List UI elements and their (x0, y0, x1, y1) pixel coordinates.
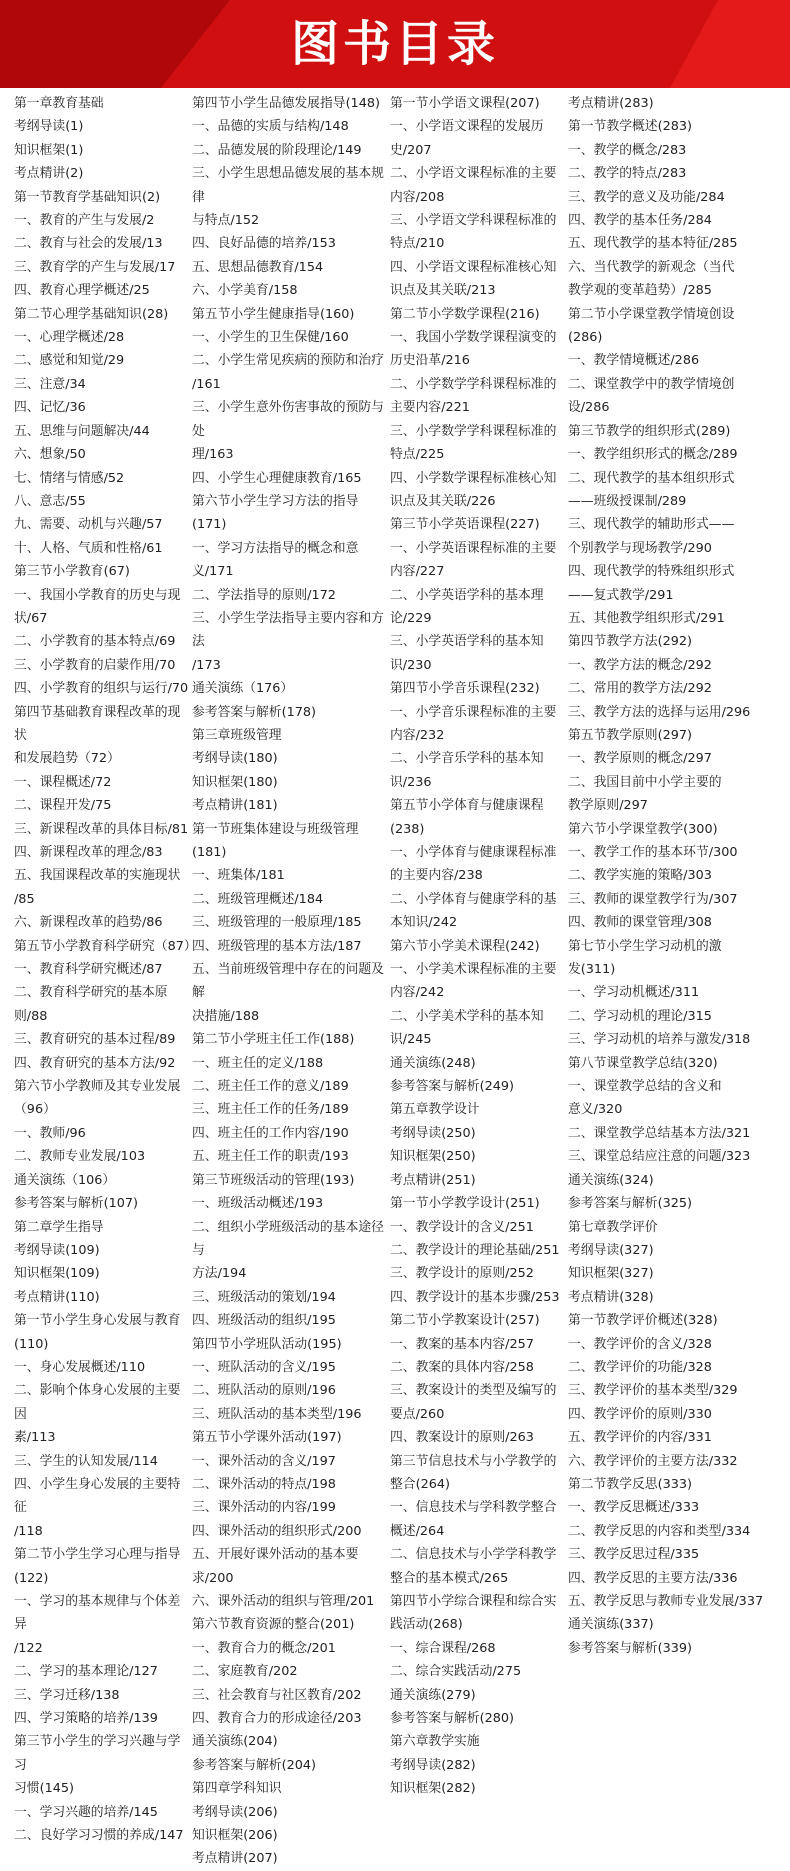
toc-line: 四、教育心理学概述/25 (14, 283, 150, 299)
toc-line: 五、当前班级管理中存在的问题及解 (192, 962, 384, 1001)
toc-line: 二、小学音乐学科的基本知识/236 (390, 751, 544, 790)
toc-line: 一、综合课程/268 (390, 1640, 496, 1656)
toc-line: 二、学习的基本理论/127 (14, 1664, 158, 1680)
toc-line: 知识框架(327) (568, 1266, 654, 1282)
toc-line: 四、班级管理的基本方法/187 (192, 938, 362, 954)
toc-line: 第四节小学班队活动(195) (192, 1336, 342, 1352)
toc-line: 第五章教学设计 (390, 1102, 480, 1118)
toc-line: 特点/225 (390, 447, 445, 463)
toc-line: 知识框架(206) (192, 1828, 278, 1844)
toc-line: 一、学习方法指导的概念和意义/171 (192, 540, 359, 580)
toc-line: 二、小学生常见疾病的预防和治疗 (192, 353, 384, 369)
toc-line: 参考答案与解析(249) (390, 1079, 514, 1095)
toc-line: 四、记忆/36 (14, 400, 86, 416)
toc-line: 内容/227 (390, 564, 445, 580)
toc-line: 三、教学的意义及功能/284 (568, 189, 725, 205)
toc-line: 和发展趋势（72） (14, 751, 120, 767)
toc-line: 二、小学语文课程标准的主要 (390, 166, 557, 182)
toc-line: 素/113 (14, 1430, 56, 1446)
toc-line: 三、课外活动的内容/199 (192, 1500, 336, 1516)
toc-line: 二、良好学习习惯的养成/147 (14, 1828, 184, 1844)
toc-line: 一、身心发展概述/110 (14, 1359, 146, 1375)
toc-line: 意义/320 (568, 1102, 623, 1118)
toc-line: 四、课外活动的组织形式/200 (192, 1523, 362, 1539)
toc-line: 四、小学教育的组织与运行/70 (14, 681, 189, 697)
toc-line: 四、教育研究的基本方法/92 (14, 1055, 176, 1071)
toc-line: 第五节小学教育科学研究（87） (14, 938, 197, 954)
toc-line: 第六节小学教师及其专业发展 (14, 1079, 181, 1095)
toc-line: 三、小学生学法指导主要内容和方法 (192, 610, 384, 650)
toc-line: 参考答案与解析(178) (192, 704, 316, 720)
toc-line: 一、课外活动的含义/197 (192, 1453, 336, 1469)
toc-line: 三、学习动机的培养与激发/318 (568, 1032, 751, 1048)
toc-line: 三、教师的课堂教学行为/307 (568, 891, 738, 907)
toc-line: 三、小学数学学科课程标准的 (390, 423, 557, 439)
toc-line: 二、教师专业发展/103 (14, 1149, 146, 1165)
toc-line: 一、小学语文课程的发展历史/207 (390, 119, 544, 158)
toc-line: 教学观的变革趋势）/285 (568, 283, 712, 299)
toc-line: 内容/232 (390, 727, 445, 743)
toc-columns (14, 92, 784, 1867)
toc-line: 二、班主任工作的意义/189 (192, 1079, 349, 1095)
toc-line: 四、教案设计的原则/263 (390, 1430, 534, 1446)
toc-line: 发(311) (568, 962, 616, 978)
toc-line: 第二节小学数学课程(216) (390, 306, 540, 322)
toc-line: 第一节班集体建设与班级管理(181) (192, 821, 359, 860)
toc-column-2 (192, 92, 390, 1871)
toc-line: 四、小学生心理健康教育/165 (192, 470, 362, 486)
toc-line: 践活动(268) (390, 1617, 463, 1633)
toc-line: 第二节小学课堂教学情境创设 (568, 306, 735, 322)
toc-line: 二、班级管理概述/184 (192, 891, 324, 907)
toc-line: 一、我国小学教育的历史与现 (14, 587, 181, 603)
toc-line: 五、思想品德教育/154 (192, 259, 324, 275)
toc-line: 考点精讲(110) (14, 1289, 100, 1305)
toc-line: 二、信息技术与小学学科教学 (390, 1547, 557, 1563)
toc-line: 四、教学反思的主要方法/336 (568, 1570, 738, 1586)
toc-line: 一、教学组织形式的概念/289 (568, 447, 738, 463)
toc-line: 三、班主任工作的任务/189 (192, 1102, 349, 1118)
toc-line: 通关演练(204) (192, 1734, 278, 1750)
toc-line: 八、意志/55 (14, 493, 86, 509)
toc-line: 五、开展好课外活动的基本要求/200 (192, 1547, 359, 1586)
toc-line: 第五节教学原则(297) (568, 727, 692, 743)
toc-line: 一、班级活动概述/193 (192, 1196, 324, 1212)
toc-line: 六、新课程改革的趋势/86 (14, 915, 163, 931)
toc-line: 二、小学数学学科课程标准的 (390, 376, 557, 392)
toc-line: 三、现代教学的辅助形式—— (568, 517, 735, 533)
toc-line: 一、教学设计的含义/251 (390, 1219, 534, 1235)
toc-line: 整合的基本模式/265 (390, 1570, 509, 1586)
toc-line: 一、教学原则的概念/297 (568, 751, 712, 767)
toc-line: 第六章教学实施 (390, 1734, 480, 1750)
toc-line: 理/163 (192, 447, 234, 463)
toc-line: 二、感觉和知觉/29 (14, 353, 125, 369)
toc-line: 三、教案设计的类型及编写的 (390, 1383, 557, 1399)
toc-line: 一、教师/96 (14, 1125, 86, 1141)
toc-line: 二、家庭教育/202 (192, 1664, 298, 1680)
toc-line: 与特点/152 (192, 213, 260, 229)
toc-line: 决措施/188 (192, 1008, 260, 1024)
toc-line: 一、课堂教学总结的含义和 (568, 1079, 722, 1095)
toc-line: 二、教育与社会的发展/13 (14, 236, 163, 252)
toc-line: 考点精讲(251) (390, 1172, 476, 1188)
toc-line: 二、学法指导的原则/172 (192, 587, 336, 603)
toc-line: 三、小学英语学科的基本知识/230 (390, 634, 544, 673)
toc-line: 二、组织小学班级活动的基本途径与 (192, 1219, 384, 1258)
toc-line: 第六节小学生学习方法的指导(171) (192, 493, 359, 533)
toc-line: 三、教学反思过程/335 (568, 1547, 700, 1563)
toc-line: 一、我国小学数学课程演变的 (390, 330, 557, 346)
toc-line: 第三章班级管理 (192, 727, 282, 743)
toc-line: 五、现代教学的基本特征/285 (568, 236, 738, 252)
toc-line: 一、教案的基本内容/257 (390, 1336, 534, 1352)
toc-line: 一、教学方法的概念/292 (568, 657, 712, 673)
toc-line: 二、影响个体身心发展的主要因 (14, 1383, 181, 1422)
toc-line: 三、教学方法的选择与运用/296 (568, 704, 751, 720)
toc-line: 第二节心理学基础知识(28) (14, 306, 169, 322)
toc-line: 考点精讲(181) (192, 798, 278, 814)
toc-line: 四、教师的课堂管理/308 (568, 915, 712, 931)
toc-line: 四、教育合力的形成途径/203 (192, 1711, 362, 1727)
toc-line: 一、教学的概念/283 (568, 142, 687, 158)
toc-line: 二、教学反思的内容和类型/334 (568, 1523, 751, 1539)
toc-line: /122 (14, 1640, 43, 1656)
toc-line: 一、教育的产生与发展/2 (14, 213, 155, 229)
toc-line: 内容/208 (390, 189, 445, 205)
toc-line: 习惯(145) (14, 1781, 75, 1797)
toc-line: /161 (192, 376, 221, 392)
toc-line: 第四节小学生品德发展指导(148) (192, 96, 380, 111)
toc-line: 参考答案与解析(280) (390, 1711, 514, 1727)
toc-line: 考纲导读(1) (14, 119, 84, 135)
toc-line: 三、小学生思想品德发展的基本规律 (192, 166, 384, 205)
toc-line: 一、小学英语课程标准的主要 (390, 540, 557, 556)
toc-line: 第八节课堂教学总结(320) (568, 1055, 718, 1071)
toc-line: 二、教育科学研究的基本原则/88 (14, 985, 168, 1024)
toc-line: 五、其他教学组织形式/291 (568, 610, 725, 626)
toc-line: /85 (14, 891, 35, 907)
toc-line: 五、我国课程改革的实施现状 (14, 868, 181, 884)
toc-line: 六、课外活动的组织与管理/201 (192, 1594, 375, 1609)
toc-line: 通关演练（176） (192, 681, 294, 697)
toc-line: 三、新课程改革的具体目标/81 (14, 821, 189, 837)
toc-line: 第七章教学评价 (568, 1219, 658, 1235)
toc-line: 四、现代教学的特殊组织形式 (568, 564, 735, 580)
toc-line: 知识框架(180) (192, 774, 278, 790)
toc-line: 特点/210 (390, 236, 445, 252)
toc-line: 第四章学科知识 (192, 1781, 282, 1797)
toc-line: 第二节小学教案设计(257) (390, 1313, 540, 1329)
toc-line: 五、教学反思与教师专业发展/337 (568, 1594, 764, 1609)
toc-line: 考纲导读(109) (14, 1242, 100, 1258)
toc-column-3 (390, 92, 568, 1801)
toc-line: 二、教案的具体内容/258 (390, 1359, 534, 1375)
toc-line: 二、教学设计的理论基础/251 (390, 1242, 560, 1258)
title-banner (0, 0, 790, 88)
toc-line: 六、当代教学的新观念（当代 (568, 259, 735, 275)
toc-line: 知识框架(250) (390, 1149, 476, 1165)
toc-line: 三、小学语文学科课程标准的 (390, 213, 557, 229)
toc-line: 一、心理学概述/28 (14, 330, 125, 346)
toc-line: 考点精讲(328) (568, 1289, 654, 1305)
toc-line: 第五节小学课外活动(197) (192, 1430, 342, 1446)
toc-line: 第三节信息技术与小学教学的 (390, 1453, 557, 1469)
toc-line: 第三节小学英语课程(227) (390, 517, 540, 533)
toc-line: 二、班队活动的原则/196 (192, 1383, 336, 1399)
toc-line: 第一节小学语文课程(207) (390, 96, 540, 111)
toc-line: 一、小学体育与健康课程标准 (390, 845, 557, 860)
toc-line: 第四节小学音乐课程(232) (390, 681, 540, 697)
toc-line: 一、教学情境概述/286 (568, 353, 700, 369)
toc-line: 四、学习策略的培养/139 (14, 1711, 158, 1727)
toc-line: 知识框架(109) (14, 1266, 100, 1282)
toc-line: 考点精讲(2) (14, 166, 84, 182)
toc-line: 历史沿革/216 (390, 353, 470, 369)
toc-line: 三、学生的认知发展/114 (14, 1453, 158, 1469)
toc-line: 考纲导读(282) (390, 1757, 476, 1773)
toc-line: 知识框架(1) (14, 142, 84, 158)
toc-line: 六、小学美育/158 (192, 283, 298, 299)
toc-line: 要点/260 (390, 1406, 445, 1422)
toc-line: 一、小学美术课程标准的主要 (390, 962, 557, 978)
toc-line: 四、教学设计的基本步骤/253 (390, 1289, 560, 1305)
toc-line: 四、班级活动的组织/195 (192, 1313, 336, 1329)
toc-line: 通关演练(337) (568, 1617, 654, 1633)
toc-line: 参考答案与解析(325) (568, 1196, 692, 1212)
toc-line: ——班级授课制/289 (568, 493, 687, 509)
toc-line: 三、小学教育的启蒙作用/70 (14, 657, 176, 673)
toc-line: 五、思维与问题解决/44 (14, 423, 150, 439)
toc-line: 四、教学的基本任务/284 (568, 213, 712, 229)
toc-line: 第一节教育学基础知识(2) (14, 189, 161, 205)
toc-line: 一、班集体/181 (192, 868, 285, 884)
toc-column-4 (568, 92, 778, 1660)
toc-line: 考点精讲(207) (192, 1851, 278, 1867)
toc-line: 十、人格、气质和性格/61 (14, 540, 163, 556)
toc-line: 一、教育合力的概念/201 (192, 1640, 336, 1656)
toc-line: 通关演练（106） (14, 1172, 116, 1188)
toc-line: 三、教育研究的基本过程/89 (14, 1032, 176, 1048)
toc-line: 个别教学与现场教学/290 (568, 540, 712, 556)
toc-line: 二、课堂教学中的教学情境创 (568, 376, 735, 392)
toc-line: 一、班主任的定义/188 (192, 1055, 324, 1071)
toc-line: 二、小学教育的基本特点/69 (14, 634, 176, 650)
toc-line: 二、现代教学的基本组织形式 (568, 470, 735, 486)
toc-line: 一、教育科学研究概述/87 (14, 962, 163, 978)
toc-line: 第二节小学生学习心理与指导(122) (14, 1547, 181, 1586)
toc-line: 通关演练(248) (390, 1055, 476, 1071)
toc-line: 三、教学设计的原则/252 (390, 1266, 534, 1282)
toc-line: 四、良好品德的培养/153 (192, 236, 336, 252)
toc-line: （96） (14, 1102, 56, 1118)
toc-line: 一、教学评价的含义/328 (568, 1336, 712, 1352)
toc-line: 参考答案与解析(107) (14, 1196, 138, 1212)
toc-line: 第五节小学体育与健康课程(238) (390, 798, 544, 837)
toc-line: 设/286 (568, 400, 610, 416)
toc-line: 的主要内容/238 (390, 868, 483, 884)
toc-line: 一、品德的实质与结构/148 (192, 119, 349, 135)
toc-line: 第三节小学教育(67) (14, 564, 130, 580)
toc-line: 一、小学生的卫生保健/160 (192, 330, 349, 346)
toc-line: 一、信息技术与学科教学整合 (390, 1500, 557, 1516)
toc-line: 方法/194 (192, 1266, 247, 1282)
toc-line: 状/67 (14, 610, 48, 626)
toc-line: 考点精讲(283) (568, 96, 654, 111)
toc-column-1 (14, 92, 197, 1847)
toc-line: 四、小学数学课程标准核心知 (390, 470, 557, 486)
toc-line: 参考答案与解析(339) (568, 1640, 692, 1656)
toc-line: 第一节小学教学设计(251) (390, 1196, 540, 1212)
toc-line: 二、我国目前中小学主要的 (568, 774, 722, 790)
toc-line: 七、情绪与情感/52 (14, 470, 125, 486)
toc-line: 二、课程开发/75 (14, 798, 112, 814)
toc-line: 二、小学英语学科的基本理论/229 (390, 587, 544, 626)
toc-line: 第二节教学反思(333) (568, 1476, 692, 1492)
toc-line: /118 (14, 1523, 43, 1539)
toc-line: /173 (192, 657, 221, 673)
toc-line: 第七节小学生学习动机的激 (568, 938, 722, 954)
toc-line: 第三节教学的组织形式(289) (568, 423, 731, 439)
toc-line: 识点及其关联/213 (390, 283, 496, 299)
toc-line: 三、社会教育与社区教育/202 (192, 1687, 362, 1703)
toc-line: 识点及其关联/226 (390, 493, 496, 509)
toc-line: 第三节小学生的学习兴趣与学习 (14, 1734, 181, 1773)
toc-line: 二、品德发展的阶段理论/149 (192, 142, 362, 158)
toc-line: 五、班主任工作的职责/193 (192, 1149, 349, 1165)
toc-line: 内容/242 (390, 985, 445, 1001)
toc-line: 通关演练(324) (568, 1172, 654, 1188)
toc-line: 概述/264 (390, 1523, 445, 1539)
toc-line: 一、学习的基本规律与个体差异 (14, 1594, 181, 1633)
toc-line: 第五节小学生健康指导(160) (192, 306, 355, 322)
toc-line: 三、教育学的产生与发展/17 (14, 259, 176, 275)
toc-line: 六、教学评价的主要方法/332 (568, 1453, 738, 1469)
toc-line: 教学原则/297 (568, 798, 648, 814)
toc-line: 整合(264) (390, 1476, 451, 1492)
toc-line: 考纲导读(180) (192, 751, 278, 767)
toc-line: 第四节小学综合课程和综合实 (390, 1594, 557, 1609)
toc-line: 三、注意/34 (14, 376, 86, 392)
toc-line: 一、教学反思概述/333 (568, 1500, 700, 1516)
toc-line: 本知识/242 (390, 915, 458, 931)
toc-line: 三、学习迁移/138 (14, 1687, 120, 1703)
toc-line: 二、教学评价的功能/328 (568, 1359, 712, 1375)
toc-line: 第六节教育资源的整合(201) (192, 1617, 355, 1633)
toc-line: 通关演练(279) (390, 1687, 476, 1703)
toc-line: 二、学习动机的理论/315 (568, 1008, 712, 1024)
toc-line: 九、需要、动机与兴趣/57 (14, 517, 163, 533)
toc-line: 第二节小学班主任工作(188) (192, 1032, 355, 1048)
toc-line: 第一节小学生身心发展与教育(110) (14, 1313, 181, 1352)
toc-line: 一、学习兴趣的培养/145 (14, 1804, 158, 1820)
toc-line: (286) (568, 330, 603, 346)
page-title: 图书目录 (290, 16, 499, 72)
toc-line: 二、课外活动的特点/198 (192, 1476, 336, 1492)
toc-line: 二、综合实践活动/275 (390, 1664, 522, 1680)
toc-line: 知识框架(282) (390, 1781, 476, 1797)
toc-line: 考纲导读(250) (390, 1125, 476, 1141)
toc-line: 四、新课程改革的理念/83 (14, 845, 163, 860)
toc-line: 二、小学体育与健康学科的基 (390, 891, 557, 907)
toc-line: 二、课堂教学总结基本方法/321 (568, 1125, 751, 1141)
toc-line: 一、教学工作的基本环节/300 (568, 845, 738, 860)
toc-line: 参考答案与解析(204) (192, 1757, 316, 1773)
toc-line: 主要内容/221 (390, 400, 470, 416)
toc-line: 四、班主任的工作内容/190 (192, 1125, 349, 1141)
toc-line: 三、课堂总结应注意的问题/323 (568, 1149, 751, 1165)
toc-line: 五、教学评价的内容/331 (568, 1430, 712, 1446)
toc-line: 一、学习动机概述/311 (568, 985, 700, 1001)
toc-line: 二、小学美术学科的基本知识/245 (390, 1008, 544, 1048)
toc-line: 三、班级活动的策划/194 (192, 1289, 336, 1305)
toc-line: 二、教学的特点/283 (568, 166, 687, 182)
toc-line: 第一节教学概述(283) (568, 119, 692, 135)
toc-line: 第二章学生指导 (14, 1219, 104, 1235)
toc-line: 二、教学实施的策略/303 (568, 868, 712, 884)
toc-line: 一、班队活动的含义/195 (192, 1359, 336, 1375)
toc-line: 三、教学评价的基本类型/329 (568, 1383, 738, 1399)
toc-line: 第六节小学课堂教学(300) (568, 821, 718, 837)
toc-line: 四、教学评价的原则/330 (568, 1406, 712, 1422)
toc-line: ——复式教学/291 (568, 587, 674, 603)
toc-line: 考纲导读(206) (192, 1804, 278, 1820)
toc-line: 第六节小学美术课程(242) (390, 938, 540, 954)
toc-line: 四、小学语文课程标准核心知 (390, 259, 557, 275)
toc-line: 第三节班级活动的管理(193) (192, 1172, 355, 1188)
toc-line: 一、小学音乐课程标准的主要 (390, 704, 557, 720)
toc-line: 二、常用的教学方法/292 (568, 681, 712, 697)
toc-line: 第四节基础教育课程改革的现状 (14, 704, 181, 743)
toc-line: 考纲导读(327) (568, 1242, 654, 1258)
toc-line: 三、小学生意外伤害事故的预防与处 (192, 400, 384, 439)
toc-line: 第一节教学评价概述(328) (568, 1313, 718, 1329)
toc-line: 第四节教学方法(292) (568, 634, 692, 650)
toc-line: 六、想象/50 (14, 447, 86, 463)
toc-line: 第一章教育基础 (14, 96, 104, 111)
toc-line: 三、班队活动的基本类型/196 (192, 1406, 362, 1422)
toc-line: 四、小学生身心发展的主要特征 (14, 1476, 181, 1516)
toc-line: 三、班级管理的一般原理/185 (192, 915, 362, 931)
toc-line: 一、课程概述/72 (14, 774, 112, 790)
